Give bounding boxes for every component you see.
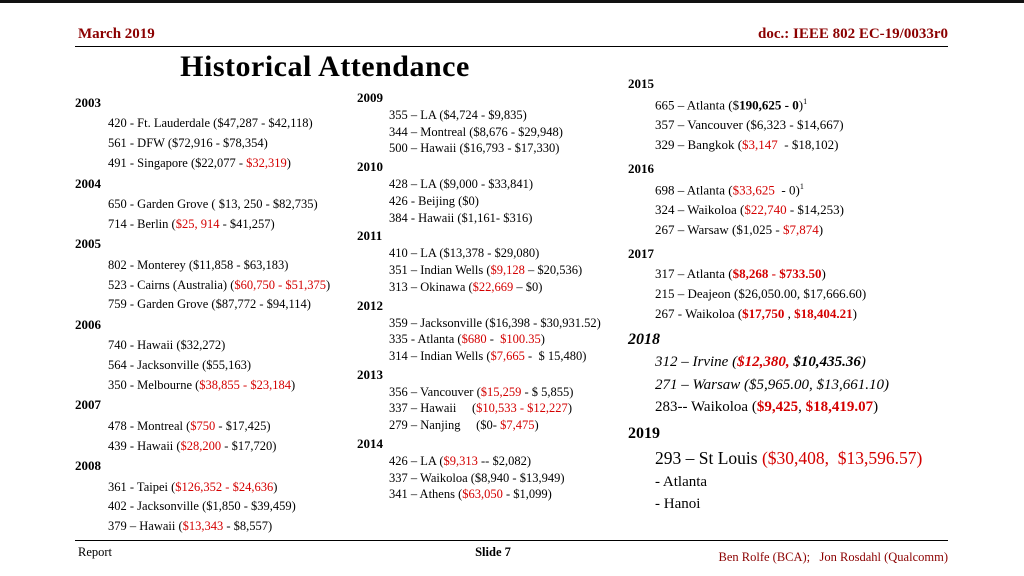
entry-text: 420 - Ft. Lauderdale ($47,287 - $42,118)	[108, 116, 313, 131]
year-heading-2019: 2019	[628, 425, 660, 443]
attendance-entry	[655, 307, 963, 322]
highlighted-amount: $12,380,	[737, 354, 790, 371]
entry-text: )	[798, 97, 804, 113]
attendance-entry	[655, 496, 963, 513]
entry-text: )	[852, 305, 858, 321]
year-heading-2005: 2005	[75, 236, 101, 252]
attendance-entry	[389, 386, 635, 400]
header-doc-number: doc.: IEEE 802 EC-19/0033r0	[757, 26, 948, 42]
attendance-entry	[108, 278, 370, 292]
entry-text: 359 – Jacksonville ($16,398 - $30,931.52)	[389, 315, 601, 330]
attendance-entry	[389, 247, 635, 261]
entry-text: - 0)	[774, 182, 800, 198]
attendance-entry	[655, 448, 963, 468]
entry-text: )	[540, 332, 545, 347]
entry-text: - $8,557)	[223, 519, 273, 534]
year-heading-2014: 2014	[357, 435, 383, 451]
entry-text: 740 - Hawaii ($32,272)	[108, 338, 226, 353]
attendance-entry	[108, 519, 370, 533]
entry-text: 267 - Waikoloa (	[655, 305, 743, 321]
entry-text: )	[873, 398, 879, 415]
attendance-entry	[389, 472, 635, 486]
entry-text: 293 – St Louis	[655, 448, 762, 469]
entry-text: 650 - Garden Grove ( $13, 250 - $82,735)	[108, 197, 318, 211]
entry-text: )	[534, 418, 539, 433]
slide-top-border	[0, 0, 1024, 3]
year-heading-2016: 2016	[628, 161, 654, 177]
entry-text: 561 - DFW ($72,916 - $78,354)	[108, 136, 268, 151]
highlighted-amount: $13,343	[182, 519, 224, 534]
attendance-entry	[655, 377, 963, 394]
year-heading-2006: 2006	[75, 316, 101, 332]
entry-text: 313 – Okinawa (	[389, 279, 473, 294]
attendance-entry	[389, 264, 635, 278]
entry-text: 283-- Waikoloa (	[655, 398, 757, 415]
attendance-entry	[108, 197, 370, 211]
entry-text: 350 - Melbourne (	[108, 378, 200, 392]
year-heading-2012: 2012	[357, 297, 383, 313]
attendance-entry	[108, 338, 370, 352]
attendance-entry	[655, 399, 963, 416]
highlighted-amount: $63,050	[462, 487, 503, 502]
entry-text: - $1,099)	[502, 487, 552, 502]
attendance-entry	[389, 109, 635, 123]
attendance-entry	[108, 358, 370, 372]
attendance-entry	[108, 419, 370, 433]
attendance-entry	[108, 258, 370, 272]
entry-text: 351 – Indian Wells (	[389, 263, 491, 278]
attendance-entry	[108, 480, 370, 494]
entry-text: 356 – Vancouver (	[389, 384, 481, 399]
highlighted-amount: $3,147	[742, 137, 778, 153]
entry-text: ,	[798, 398, 806, 415]
entry-text: 523 - Cairns (Australia) (	[108, 277, 235, 292]
entry-text: 324 – Waikoloa (	[655, 202, 745, 218]
highlighted-amount: $750	[190, 418, 216, 433]
entry-text: 279 – Nanjing ($0-	[389, 418, 501, 433]
highlighted-amount: $18,404.21	[794, 305, 853, 321]
attendance-column-middle	[357, 87, 635, 502]
attendance-entry	[655, 118, 963, 133]
highlighted-amount: $25, 914	[175, 216, 220, 231]
entry-text: 267 – Warsaw ($1,025 -	[655, 222, 783, 238]
entry-text: - $41,257)	[219, 216, 275, 231]
footer-divider	[75, 540, 948, 541]
header-divider	[75, 46, 948, 47]
entry-text: -	[486, 332, 501, 347]
entry-text: 317 – Atlanta (	[655, 266, 733, 282]
attendance-entry	[389, 317, 635, 331]
attendance-entry	[389, 488, 635, 502]
entry-text: 564 - Jacksonville ($55,163)	[108, 358, 252, 373]
highlighted-amount: $22,669	[472, 279, 514, 294]
entry-text: ,	[784, 305, 795, 321]
highlighted-amount: $10,533 - $12,227	[476, 401, 568, 416]
attendance-entry	[389, 142, 635, 156]
attendance-entry	[655, 138, 963, 153]
attendance-entry	[108, 116, 370, 130]
entry-text: 329 – Bangkok (	[655, 137, 743, 153]
attendance-entry	[655, 203, 963, 218]
attendance-entry	[655, 354, 963, 371]
entry-text: $10,435.36	[793, 354, 861, 371]
entry-text: 357 – Vancouver ($6,323 - $14,667)	[655, 117, 844, 133]
entry-text: - $14,253)	[786, 202, 845, 218]
slide-title: Historical Attendance	[180, 50, 470, 83]
entry-text: )	[818, 222, 824, 238]
entry-text: 714 - Berlin (	[108, 216, 176, 231]
year-heading-2017: 2017	[628, 246, 654, 262]
entry-text: 439 - Hawaii (	[108, 438, 181, 453]
highlighted-amount: $38,855 - $23,184	[199, 378, 291, 392]
attendance-entry	[108, 439, 370, 453]
highlighted-amount: $100.35	[500, 332, 541, 347]
attendance-entry	[389, 455, 635, 469]
year-heading-2009: 2009	[357, 90, 383, 105]
attendance-entry	[108, 217, 370, 231]
entry-text: 190,625 - 0	[739, 97, 799, 113]
attendance-entry	[389, 126, 635, 140]
entry-text: 337 – Waikoloa ($8,940 - $13,949)	[389, 470, 565, 485]
entry-text: 402 - Jacksonville ($1,850 - $39,459)	[108, 499, 296, 514]
entry-text: 426 - Beijing ($0)	[389, 193, 479, 208]
highlighted-amount: $9,313	[443, 453, 478, 468]
attendance-entry	[108, 499, 370, 513]
entry-text: - $18,102)	[777, 137, 839, 153]
entry-text: 335 - Atlanta (	[389, 332, 462, 347]
attendance-entry	[389, 178, 635, 192]
footnote-marker: 1	[799, 182, 804, 192]
entry-text: -- $2,082)	[477, 453, 532, 468]
entry-text: 341 – Athens (	[389, 487, 463, 502]
entry-text: )	[326, 277, 331, 292]
entry-text: 491 - Singapore ($22,077 -	[108, 156, 247, 171]
attendance-entry	[655, 97, 963, 113]
year-heading-2004: 2004	[75, 175, 101, 191]
entry-text: 271 – Warsaw ($5,965.00, $13,661.10)	[655, 376, 890, 393]
highlighted-amount: ($30,408, $13,596.57)	[761, 448, 923, 469]
highlighted-amount: $9,425	[756, 398, 799, 415]
year-heading-2011: 2011	[357, 228, 383, 244]
year-heading-2008: 2008	[75, 458, 101, 474]
highlighted-amount: $17,750	[742, 305, 785, 321]
year-heading-2003: 2003	[75, 95, 101, 110]
entry-text: 478 - Montreal (	[108, 418, 191, 433]
entry-text: )	[286, 156, 291, 171]
attendance-entry	[108, 136, 370, 150]
attendance-entry	[389, 212, 635, 226]
attendance-entry	[389, 195, 635, 209]
entry-text: - $ 15,480)	[524, 349, 587, 363]
entry-text: 384 - Hawaii ($1,161- $316)	[389, 210, 533, 225]
entry-text: - $17,720)	[221, 438, 277, 453]
attendance-entry	[655, 267, 963, 282]
entry-text: )	[567, 401, 572, 416]
attendance-column-left	[75, 90, 370, 534]
attendance-entry	[389, 402, 635, 416]
attendance-entry	[655, 182, 963, 198]
highlighted-amount: $60,750 - $51,375	[234, 277, 327, 292]
attendance-entry	[389, 333, 635, 347]
entry-text: 344 – Montreal ($8,676 - $29,948)	[389, 124, 563, 139]
attendance-entry	[108, 156, 370, 170]
highlighted-amount: $32,319	[246, 156, 287, 171]
entry-text: 215 – Deajeon ($26,050.00, $17,666.60)	[655, 286, 867, 302]
entry-text: 355 – LA ($4,724 - $9,835)	[389, 107, 527, 122]
footer-authors: Ben Rolfe (BCA); Jon Rosdahl (Qualcomm)	[718, 550, 948, 564]
highlighted-amount: $7,475	[500, 418, 535, 433]
attendance-entry	[108, 297, 370, 311]
footer-slide-number: Slide 7	[475, 545, 511, 559]
highlighted-amount: $28,200	[180, 438, 222, 453]
highlighted-amount: $22,740	[744, 202, 787, 218]
header-date: March 2019	[78, 26, 155, 42]
entry-text: - Hanoi	[655, 495, 701, 512]
highlighted-amount: $7,874	[782, 222, 819, 238]
entry-text: - Atlanta	[655, 473, 708, 490]
entry-text: 665 – Atlanta ($	[655, 97, 740, 113]
entry-text: 379 – Hawaii (	[108, 519, 183, 534]
entry-text: 500 – Hawaii ($16,793 - $17,330)	[389, 141, 560, 156]
entry-text: 410 – LA ($13,378 - $29,080)	[389, 246, 540, 261]
highlighted-amount: $680	[461, 332, 487, 347]
footnote-marker: 1	[803, 96, 808, 106]
attendance-entry	[389, 281, 635, 295]
entry-text: 361 - Taipei (	[108, 479, 176, 494]
highlighted-amount: $18,419.07	[805, 398, 874, 415]
entry-text: 426 – LA (	[389, 453, 444, 468]
highlighted-amount: $15,259	[480, 384, 522, 399]
highlighted-amount: $33,625	[732, 182, 775, 198]
entry-text: 312 – Irvine (	[655, 354, 738, 371]
attendance-entry	[655, 287, 963, 302]
attendance-entry	[108, 378, 370, 392]
entry-text: 759 - Garden Grove ($87,772 - $94,114)	[108, 297, 311, 312]
year-heading-2018: 2018	[628, 330, 660, 348]
highlighted-amount: $9,128	[490, 263, 525, 278]
highlighted-amount: $8,268 - $733.50	[732, 266, 822, 282]
entry-text: - $ 5,855)	[521, 384, 574, 399]
attendance-entry	[655, 474, 963, 491]
entry-text: )	[290, 378, 296, 392]
entry-text: 428 – LA ($9,000 - $33,841)	[389, 177, 534, 192]
year-heading-2007: 2007	[75, 397, 101, 413]
highlighted-amount: $126,352 - $24,636	[175, 479, 274, 494]
entry-text: – $0)	[513, 279, 543, 294]
footer-report-label: Report	[78, 545, 113, 559]
attendance-entry	[389, 350, 635, 364]
entry-text: - $17,425)	[215, 418, 271, 433]
entry-text: 337 – Hawaii (	[389, 401, 477, 416]
attendance-entry	[389, 419, 635, 433]
entry-text: )	[821, 266, 826, 282]
attendance-entry	[655, 223, 963, 238]
year-heading-2015: 2015	[628, 76, 654, 91]
entry-text: 802 - Monterey ($11,858 - $63,183)	[108, 257, 289, 272]
entry-text: – $20,536)	[524, 263, 583, 278]
attendance-column-right	[628, 68, 963, 513]
highlighted-amount: $7,665	[490, 349, 525, 363]
entry-text: )	[860, 354, 866, 371]
entry-text: )	[273, 479, 278, 494]
entry-text: 698 – Atlanta (	[655, 182, 733, 198]
entry-text: 314 – Indian Wells (	[389, 349, 491, 363]
year-heading-2010: 2010	[357, 159, 383, 175]
year-heading-2013: 2013	[357, 366, 383, 382]
